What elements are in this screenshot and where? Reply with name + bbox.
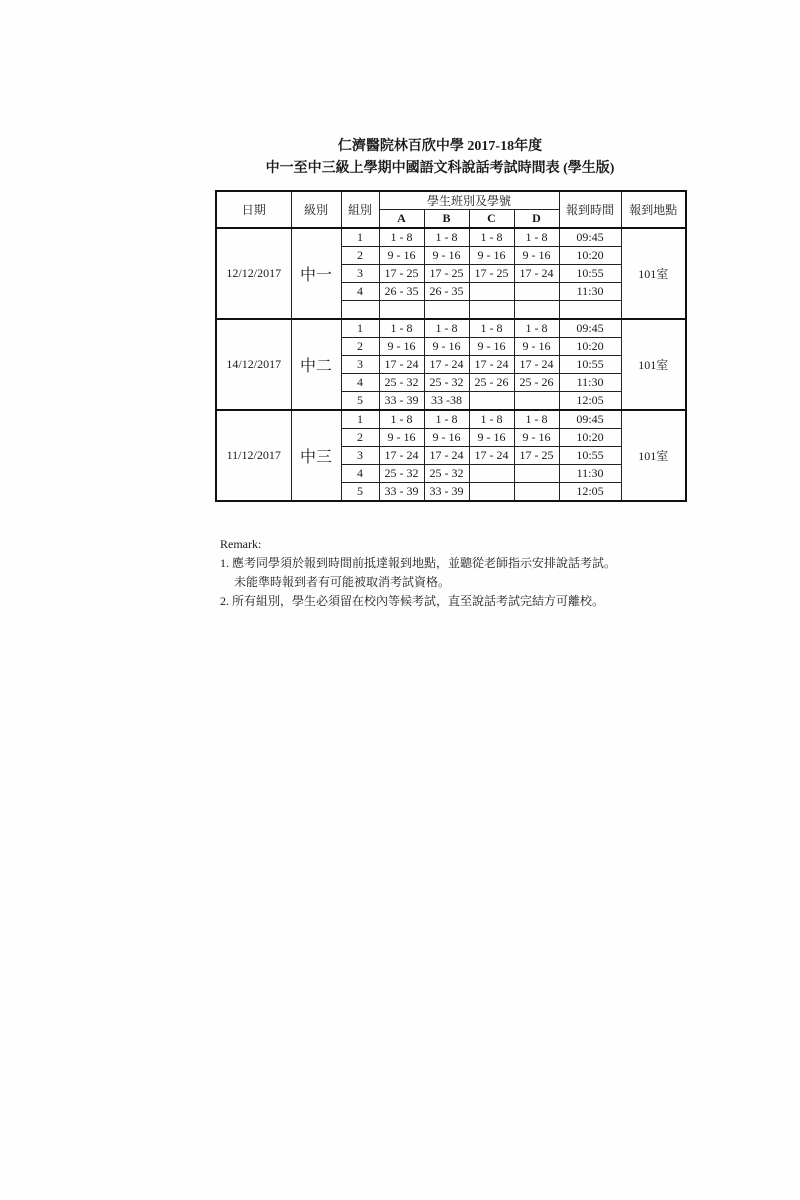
time-cell: 10:20 [559, 338, 621, 356]
time-cell: 11:30 [559, 374, 621, 392]
room-cell: 101室 [621, 319, 686, 410]
class-c-cell [469, 301, 514, 320]
class-c-cell: 17 - 24 [469, 356, 514, 374]
date-cell: 11/12/2017 [216, 410, 291, 501]
class-a-cell: 9 - 16 [379, 429, 424, 447]
time-cell: 12:05 [559, 483, 621, 502]
class-c-cell: 1 - 8 [469, 410, 514, 429]
remark-section [220, 535, 616, 611]
header-class-d: D [514, 210, 559, 229]
class-a-cell: 33 - 39 [379, 483, 424, 502]
time-cell: 10:55 [559, 356, 621, 374]
group-cell: 2 [341, 247, 379, 265]
class-b-cell: 1 - 8 [424, 228, 469, 247]
class-d-cell: 9 - 16 [514, 429, 559, 447]
time-cell: 11:30 [559, 465, 621, 483]
class-d-cell: 17 - 25 [514, 447, 559, 465]
header-date: 日期 [216, 191, 291, 228]
group-cell: 1 [341, 319, 379, 338]
time-cell: 10:20 [559, 247, 621, 265]
exam-schedule-table [215, 190, 687, 502]
group-cell: 3 [341, 447, 379, 465]
time-cell: 11:30 [559, 283, 621, 301]
class-d-cell [514, 465, 559, 483]
group-cell: 4 [341, 465, 379, 483]
class-c-cell: 25 - 26 [469, 374, 514, 392]
level-cell: 中三 [291, 410, 341, 501]
time-cell: 09:45 [559, 319, 621, 338]
class-b-cell: 17 - 24 [424, 447, 469, 465]
class-d-cell: 17 - 24 [514, 356, 559, 374]
class-a-cell: 9 - 16 [379, 247, 424, 265]
level-cell: 中二 [291, 319, 341, 410]
time-cell: 10:55 [559, 447, 621, 465]
class-d-cell: 9 - 16 [514, 338, 559, 356]
class-b-cell: 9 - 16 [424, 338, 469, 356]
class-d-cell [514, 283, 559, 301]
class-b-cell: 33 - 39 [424, 483, 469, 502]
header-report-place: 報到地點 [621, 191, 686, 228]
class-a-cell [379, 301, 424, 320]
page-subtitle: 中一至中三級上學期中國語文科說話考試時間表 (學生版) [265, 161, 615, 176]
class-d-cell [514, 301, 559, 320]
class-d-cell [514, 483, 559, 502]
group-cell: 2 [341, 429, 379, 447]
class-b-cell: 25 - 32 [424, 374, 469, 392]
header-report-time: 報到時間 [559, 191, 621, 228]
class-a-cell: 1 - 8 [379, 319, 424, 338]
time-cell: 10:55 [559, 265, 621, 283]
group-cell: 2 [341, 338, 379, 356]
class-a-cell: 33 - 39 [379, 392, 424, 411]
group-cell [341, 301, 379, 320]
class-a-cell: 9 - 16 [379, 338, 424, 356]
header-group: 組別 [341, 191, 379, 228]
time-cell: 09:45 [559, 410, 621, 429]
group-cell: 1 [341, 228, 379, 247]
class-a-cell: 25 - 32 [379, 465, 424, 483]
group-cell: 1 [341, 410, 379, 429]
class-b-cell: 17 - 24 [424, 356, 469, 374]
class-d-cell [514, 392, 559, 411]
class-c-cell: 17 - 25 [469, 265, 514, 283]
header-class-c: C [469, 210, 514, 229]
page-title: 仁濟醫院林百欣中學 2017-18年度 [337, 139, 543, 154]
class-a-cell: 17 - 25 [379, 265, 424, 283]
remark-item-2: 2. 所有組別，學生必須留在校內等候考試，直至說話考試完結方可離校。 [220, 594, 605, 608]
class-d-cell: 1 - 8 [514, 228, 559, 247]
class-b-cell: 1 - 8 [424, 410, 469, 429]
group-cell: 4 [341, 374, 379, 392]
group-cell: 3 [341, 265, 379, 283]
level-cell: 中一 [291, 228, 341, 319]
class-a-cell: 1 - 8 [379, 228, 424, 247]
group-cell: 3 [341, 356, 379, 374]
class-a-cell: 17 - 24 [379, 356, 424, 374]
header-class-b: B [424, 210, 469, 229]
class-d-cell: 17 - 24 [514, 265, 559, 283]
class-c-cell: 1 - 8 [469, 319, 514, 338]
date-cell: 14/12/2017 [216, 319, 291, 410]
table-row [216, 228, 686, 247]
class-b-cell: 9 - 16 [424, 247, 469, 265]
group-cell: 5 [341, 392, 379, 411]
class-d-cell: 25 - 26 [514, 374, 559, 392]
class-c-cell: 9 - 16 [469, 429, 514, 447]
class-c-cell [469, 392, 514, 411]
date-cell: 12/12/2017 [216, 228, 291, 319]
class-c-cell: 1 - 8 [469, 228, 514, 247]
class-c-cell: 17 - 24 [469, 447, 514, 465]
table-row [216, 319, 686, 338]
class-b-cell: 26 - 35 [424, 283, 469, 301]
class-d-cell: 1 - 8 [514, 319, 559, 338]
header-class-no: 學生班別及學號 [379, 191, 559, 210]
group-cell: 4 [341, 283, 379, 301]
table-row [216, 410, 686, 429]
class-b-cell [424, 301, 469, 320]
room-cell: 101室 [621, 228, 686, 319]
header-level: 級別 [291, 191, 341, 228]
class-c-cell [469, 283, 514, 301]
time-cell: 12:05 [559, 392, 621, 411]
class-d-cell: 9 - 16 [514, 247, 559, 265]
class-c-cell [469, 465, 514, 483]
class-a-cell: 1 - 8 [379, 410, 424, 429]
remark-item-1: 1. 應考同學須於報到時間前抵達報到地點，並聽從老師指示安排說話考試。 [220, 556, 617, 570]
class-a-cell: 25 - 32 [379, 374, 424, 392]
remark-heading: Remark: [220, 537, 262, 551]
class-a-cell: 26 - 35 [379, 283, 424, 301]
class-b-cell: 17 - 25 [424, 265, 469, 283]
group-cell: 5 [341, 483, 379, 502]
class-d-cell: 1 - 8 [514, 410, 559, 429]
class-a-cell: 17 - 24 [379, 447, 424, 465]
time-cell: 09:45 [559, 228, 621, 247]
class-c-cell [469, 483, 514, 502]
remark-item-1-continued: 未能準時報到者有可能被取消考試資格。 [234, 575, 451, 589]
class-c-cell: 9 - 16 [469, 247, 514, 265]
time-cell [559, 301, 621, 320]
class-b-cell: 9 - 16 [424, 429, 469, 447]
class-c-cell: 9 - 16 [469, 338, 514, 356]
class-b-cell: 33 -38 [424, 392, 469, 411]
class-b-cell: 1 - 8 [424, 319, 469, 338]
time-cell: 10:20 [559, 429, 621, 447]
class-b-cell: 25 - 32 [424, 465, 469, 483]
room-cell: 101室 [621, 410, 686, 501]
header-class-a: A [379, 210, 424, 229]
